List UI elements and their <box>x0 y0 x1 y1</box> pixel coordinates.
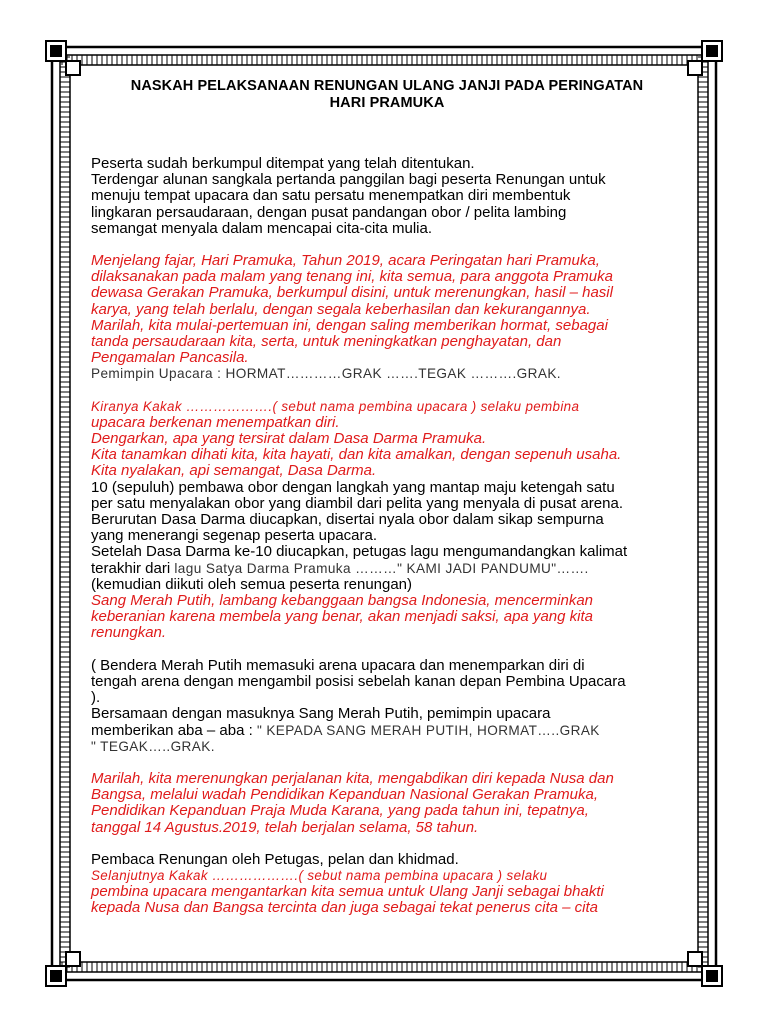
text-line: Setelah Dasa Darma ke-10 diucapkan, petugas lagu mengumandangkan kalimat <box>91 543 628 561</box>
corner-ornament-bottom-right <box>688 952 722 986</box>
title-line: HARI PRAMUKA <box>329 95 445 111</box>
text-line: Selanjutnya Kakak ……………….( sebut nama pembina upacara ) selaku <box>91 867 548 883</box>
text-line: ). <box>91 689 101 707</box>
text-line: Kita tanamkan dihati kita, kita hayati, dan kita amalkan, dengan sepenuh usaha. <box>91 446 622 464</box>
command-line: " TEGAK…..GRAK. <box>91 738 215 754</box>
text-line: Bersamaan dengan masuknya Sang Merah Putih, pemimpin upacara <box>91 705 551 723</box>
text-line: Berurutan Dasa Darma diucapkan, disertai nyala obor dalam sikap sempurna <box>91 511 604 529</box>
text-line: ( Bendera Merah Putih memasuki arena upacara dan menemparkan diri di <box>91 656 585 674</box>
paragraph-dasa-darma-red <box>91 399 683 480</box>
text-line: yang menerangi segenap peserta upacara. <box>91 527 378 545</box>
title-line: NASKAH PELAKSANAAN RENUNGAN ULANG JANJI PADA PERINGATAN <box>130 78 644 94</box>
text-line: Marilah, kita mulai-pertemuan ini, dengan saling memberikan hormat, sebagai <box>91 316 608 334</box>
paragraph-reading <box>91 852 683 917</box>
text-line: Sang Merah Putih, lambang kebanggaan bangsa Indonesia, mencerminkan <box>91 592 594 610</box>
paragraph-flag-entry <box>91 658 683 755</box>
text-line: upacara berkenan menempatkan diri. <box>91 413 340 431</box>
text-line: (kemudian diikuti oleh semua peserta renungan) <box>91 575 413 593</box>
paragraph-merah-putih-red <box>91 593 683 642</box>
text-line: Pengamalan Pancasila. <box>91 349 249 367</box>
text-line-mixed <box>91 561 683 577</box>
text-span: memberikan aba – aba : <box>91 721 257 739</box>
text-line: Peserta sudah berkumpul ditempat yang telah ditentukan. <box>91 155 475 172</box>
song-title-span: lagu Satya Darma Pramuka ………" KAMI JADI PANDUMU"……. <box>174 560 589 576</box>
command-line: Pemimpin Upacara : HORMAT…………GRAK …….TEGAK ……….GRAK. <box>91 366 561 382</box>
text-line: Bangsa, melalui wadah Pendidikan Kepanduan Nasional Gerakan Pramuka, <box>91 786 598 804</box>
text-line: Terdengar alunan sangkala pertanda panggilan bagi peserta Renungan untuk <box>91 171 606 189</box>
document-body <box>91 78 683 917</box>
text-line: Dengarkan, apa yang tersirat dalam Dasa Darma Pramuka. <box>91 430 487 448</box>
text-line: kepada Nusa dan Bangsa tercinta dan juga sebagai tekat penerus cita – cita <box>91 899 599 917</box>
text-line: Pendidikan Kepanduan Praja Muda Karana, yang pada tahun ini, tepatnya, <box>91 802 589 820</box>
text-line: tanggal 14 Agustus.2019, telah berjalan selama, 58 tahun. <box>91 818 479 836</box>
text-line: pembina upacara mengantarkan kita semua untuk Ulang Janji sebagai bhakti <box>91 883 604 901</box>
text-line: Kita nyalakan, api semangat, Dasa Darma. <box>91 462 377 480</box>
text-line: lingkaran persaudaraan, dengan pusat pandangan obor / pelita lambing <box>91 203 567 221</box>
text-line: karya, yang telah berlalu, dengan segala keberhasilan dan kekurangannya. <box>91 300 591 318</box>
text-line: semangat menyala dalam mencapai cita-cita mulia. <box>91 219 432 237</box>
command-span: " KEPADA SANG MERAH PUTIH, HORMAT…..GRAK <box>256 722 600 738</box>
corner-ornament-top-right <box>688 41 722 75</box>
text-line: Menjelang fajar, Hari Pramuka, Tahun 2019, acara Peringatan hari Pramuka, <box>91 252 600 270</box>
text-line: Kiranya Kakak ……………….( sebut nama pembina upacara ) selaku pembina <box>91 398 580 414</box>
text-line: keberanian karena membela yang benar, akan menjadi saksi, apa yang kita <box>91 608 593 626</box>
paragraph-torch-bearers <box>91 480 683 593</box>
corner-ornament-top-left <box>46 41 80 75</box>
text-line: tengah arena dengan mengambil posisi sebelah kanan depan Pembina Upacara <box>91 672 626 690</box>
text-span: terakhir dari <box>91 559 175 577</box>
text-line: Marilah, kita merenungkan perjalanan kita, mengabdikan diri kepada Nusa dan <box>91 769 614 787</box>
text-line-mixed <box>91 723 683 739</box>
text-line: tanda persaudaraan kita, serta, untuk meningkatkan penghayatan, dan <box>91 333 562 351</box>
text-line: 10 (sepuluh) pembawa obor dengan langkah yang mantap maju ketengah satu <box>91 478 615 496</box>
paragraph-opening-red <box>91 253 683 366</box>
text-line: dewasa Gerakan Pramuka, berkumpul disini, untuk merenungkan, hasil – hasil <box>91 284 613 302</box>
paragraph-reflection-red <box>91 771 683 836</box>
paragraph-intro <box>91 156 683 237</box>
text-line: Pembaca Renungan oleh Petugas, pelan dan khidmad. <box>91 850 459 868</box>
text-line: renungkan. <box>91 624 167 642</box>
text-line: dilaksanakan pada malam yang tenang ini, kita semua, para anggota Pramuka <box>91 268 613 286</box>
text-line: per satu menyalakan obor yang diambil dari pelita yang menyala di pusat arena. <box>91 494 623 512</box>
corner-ornament-bottom-left <box>46 952 80 986</box>
document-title <box>91 78 683 112</box>
text-line: menuju tempat upacara dan satu persatu menempatkan diri membentuk <box>91 187 571 205</box>
